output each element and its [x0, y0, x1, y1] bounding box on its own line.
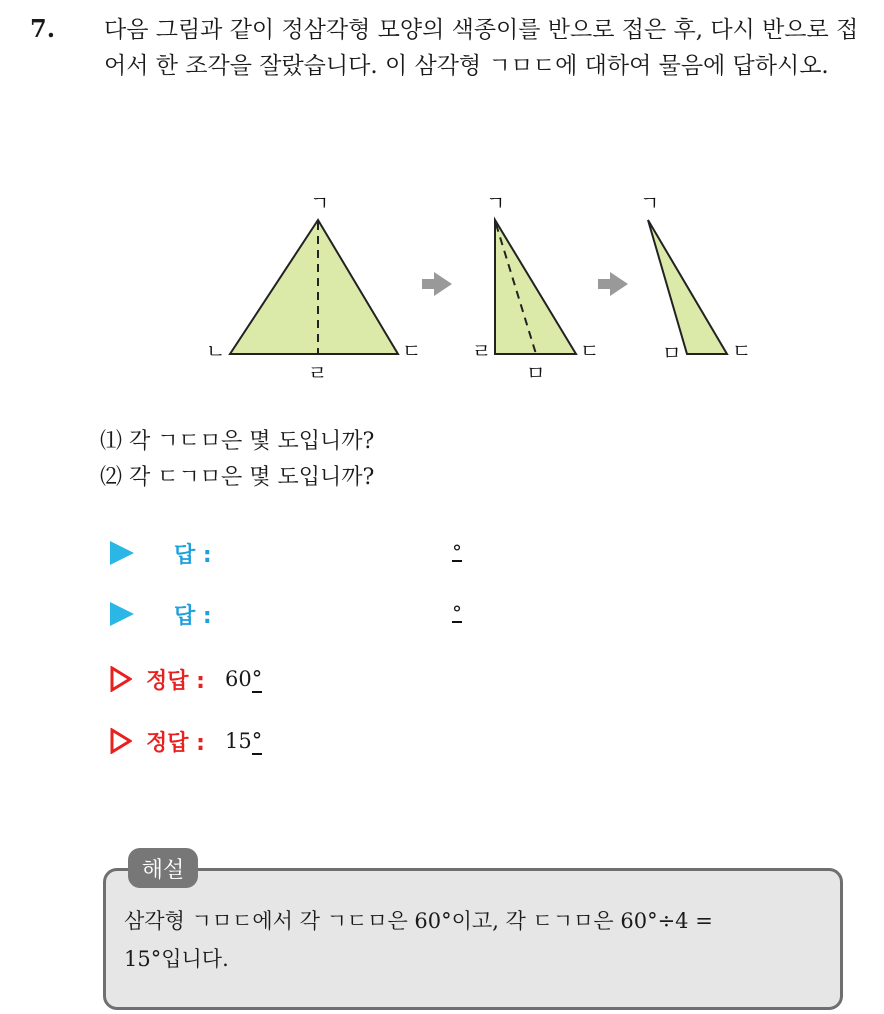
correct-row-1: [110, 660, 262, 698]
folding-figure: [200, 188, 780, 388]
label-t1-top: ㄱ: [310, 191, 330, 215]
explanation-line-1: 삼각형 ㄱㅁㄷ에서 각 ㄱㄷㅁ은 60°이고, 각 ㄷㄱㅁ은 60°÷4 =: [124, 909, 713, 933]
label-t2-bottom: ㅁ: [526, 361, 546, 385]
explanation-tab: 해설: [128, 848, 198, 888]
outline-triangle-icon: [110, 666, 132, 692]
sub-question-1: ⑴ 각 ㄱㄷㅁ은 몇 도입니까?: [100, 429, 375, 454]
outline-triangle-icon: [110, 728, 132, 754]
play-triangle-icon: [110, 602, 134, 626]
play-triangle-icon: [110, 541, 134, 565]
label-t1-left: ㄴ: [206, 339, 226, 363]
correct-label: 정답 :: [146, 730, 205, 756]
label-t3-left: ㅁ: [662, 341, 682, 365]
answer-row-2: [110, 596, 212, 632]
answer-unit: °: [452, 601, 462, 625]
label-t3-top: ㄱ: [640, 191, 660, 215]
label-t2-right: ㄷ: [580, 339, 600, 363]
answer-blank-2[interactable]: [452, 601, 462, 625]
cut-triangle: [648, 220, 727, 354]
label-t1-bottom: ㄹ: [308, 361, 328, 385]
question-number: 7.: [30, 14, 56, 43]
half-triangle: [495, 220, 576, 354]
question-text: 다음 그림과 같이 정삼각형 모양의 색종이를 반으로 접은 후, 다시 반으로 접어서 한 조각을 잘랐습니다. 이 삼각형 ㄱㅁㄷ에 대하여 물음에 답하시오.: [104, 17, 859, 79]
arrow-right-icon-1: [422, 272, 452, 296]
correct-row-2: [110, 722, 262, 760]
correct-label: 정답 :: [146, 668, 205, 694]
answer-label: 답 :: [174, 542, 212, 568]
label-t2-left: ㄹ: [472, 339, 492, 363]
explanation-text: [124, 902, 834, 978]
label-t1-right: ㄷ: [402, 339, 422, 363]
answer-unit: °: [452, 540, 462, 564]
correct-value: 15°: [224, 729, 263, 753]
label-t3-right: ㄷ: [732, 339, 752, 363]
correct-value: 60°: [224, 667, 263, 691]
answer-label: 답 :: [174, 603, 212, 629]
equilateral-triangle: [230, 220, 398, 354]
arrow-right-icon-2: [598, 272, 628, 296]
explanation-line-2: 15°입니다.: [124, 947, 229, 971]
label-t2-top: ㄱ: [486, 191, 506, 215]
answer-row-1: [110, 535, 212, 571]
sub-question-2: ⑵ 각 ㄷㄱㅁ은 몇 도입니까?: [100, 465, 375, 490]
answer-blank-1[interactable]: [452, 540, 462, 564]
